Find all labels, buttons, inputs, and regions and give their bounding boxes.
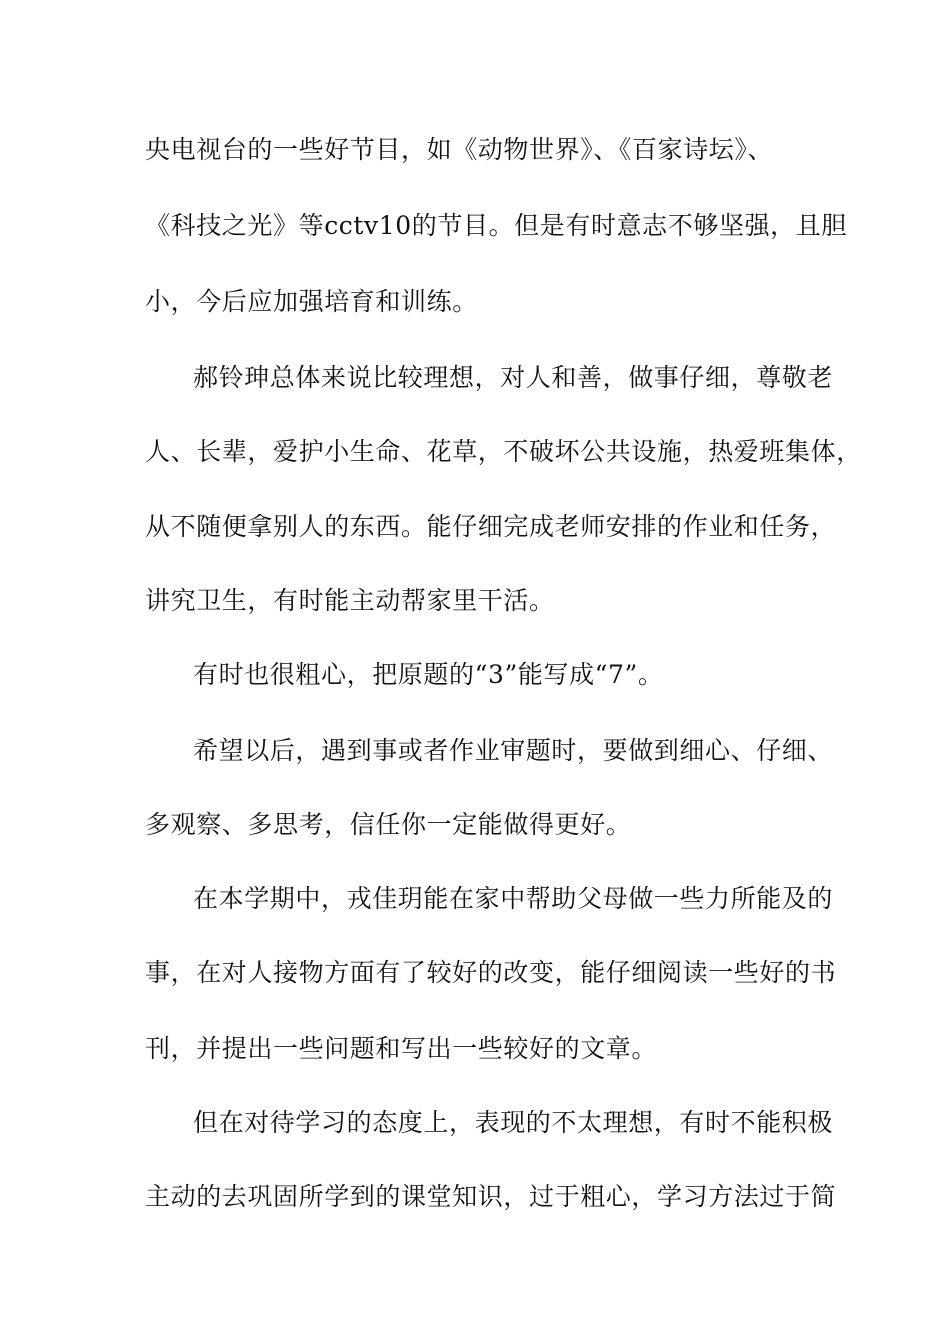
text-line: 从不随便拿别人的东西。能仔细完成老师安排的作业和任务， bbox=[145, 512, 837, 541]
text-line: 人、长辈，爱护小生命、花草，不破坏公共设施，热爱班集体， bbox=[145, 437, 862, 466]
paragraph-start-line: 希望以后，遇到事或者作业审题时，要做到细心、仔细、 bbox=[193, 736, 834, 765]
paragraph-start-line: 郝铃珅总体来说比较理想，对人和善，做事仔细，尊敬老 bbox=[193, 363, 834, 392]
text-line: 小，今后应加强培育和训练。 bbox=[145, 287, 478, 316]
text-line: 央电视台的一些好节目，如《动物世界》、《百家诗坛》、 bbox=[145, 135, 774, 164]
text-line: 《科技之光》等cctv10的节目。但是有时意志不够坚强，且胆 bbox=[145, 211, 847, 240]
paragraph-start-line: 但在对待学习的态度上，表现的不太理想，有时不能积极 bbox=[193, 1108, 834, 1137]
text-line: 事，在对人接物方面有了较好的改变，能仔细阅读一些好的书 bbox=[145, 958, 837, 987]
paragraph-start-line: 在本学期中，戎佳玥能在家中帮助父母做一些力所能及的 bbox=[193, 884, 834, 913]
text-line: 讲究卫生，有时能主动帮家里干活。 bbox=[145, 586, 555, 615]
text-line: 主动的去巩固所学到的课堂知识，过于粗心，学习方法过于简 bbox=[145, 1182, 837, 1211]
paragraph-start-line: 有时也很粗心，把原题的“3”能写成“7”。 bbox=[193, 660, 664, 689]
text-line: 多观察、多思考，信任你一定能做得更好。 bbox=[145, 810, 632, 839]
text-line: 刊，并提出一些问题和写出一些较好的文章。 bbox=[145, 1034, 658, 1063]
